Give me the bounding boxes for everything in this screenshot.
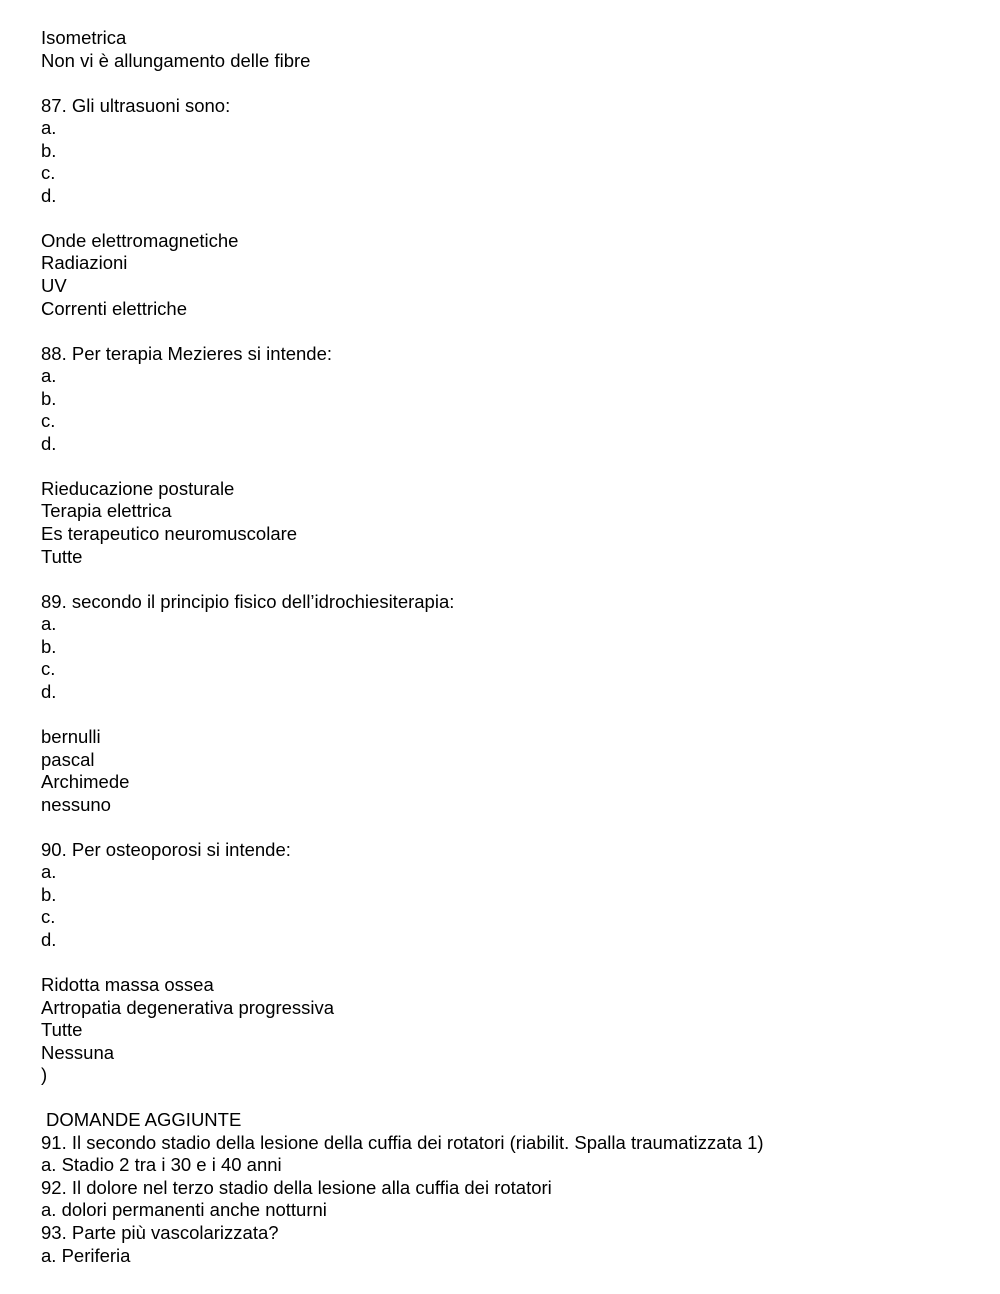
option-letter: c. <box>41 410 56 432</box>
answer-text: Ridotta massa ossea <box>41 973 214 995</box>
extra-line: 93. Parte più vascolarizzata? <box>41 1221 279 1243</box>
question-text: 90. Per osteoporosi si intende: <box>41 838 291 860</box>
extra-line: 91. Il secondo stadio della lesione della cuffia dei rotatori (riabilit. Spalla traumatizzata 1) <box>41 1131 764 1153</box>
document-page <box>41 27 971 1267</box>
option-letter: b. <box>41 635 57 657</box>
question-block <box>41 95 971 320</box>
intro-line: Isometrica <box>41 27 127 48</box>
option-letter: d. <box>41 680 57 702</box>
option-letter: a. <box>41 861 57 883</box>
answer-text: Onde elettromagnetiche <box>41 229 239 251</box>
option-letter: d. <box>41 928 57 950</box>
option-letter: b. <box>41 883 57 905</box>
option-letter: d. <box>41 432 57 454</box>
question-block <box>41 591 971 816</box>
question-block <box>41 839 971 1087</box>
extra-line: a. Stadio 2 tra i 30 e i 40 anni <box>41 1154 282 1176</box>
option-letter: b. <box>41 139 57 161</box>
intro-line: Non vi è allungamento delle fibre <box>41 49 311 71</box>
question-text: 89. secondo il principio fisico dell’idrochiesiterapia: <box>41 590 455 612</box>
question-block <box>41 343 971 568</box>
answer-text: Nessuna <box>41 1041 115 1063</box>
answer-text: Archimede <box>41 771 130 793</box>
option-letter: c. <box>41 906 56 928</box>
answer-text: Rieducazione posturale <box>41 477 235 499</box>
answer-text: Artropatia degenerativa progressiva <box>41 996 335 1018</box>
option-letter: b. <box>41 387 57 409</box>
option-letter: c. <box>41 658 56 680</box>
option-letter: c. <box>41 162 56 184</box>
question-text: 88. Per terapia Mezieres si intende: <box>41 342 333 364</box>
answer-text: Es terapeutico neuromuscolare <box>41 523 298 545</box>
option-letter: d. <box>41 184 57 206</box>
answer-text: nessuno <box>41 793 111 815</box>
answer-text: Radiazioni <box>41 252 128 274</box>
answer-text: UV <box>41 275 67 297</box>
extra-line: a. Periferia <box>41 1244 131 1266</box>
option-letter: a. <box>41 613 57 635</box>
trailing-parenthesis: ) <box>41 1064 48 1086</box>
answer-text: Correnti elettriche <box>41 297 188 319</box>
extra-line: a. dolori permanenti anche notturni <box>41 1199 327 1221</box>
question-text: 87. Gli ultrasuoni sono: <box>41 94 231 116</box>
option-letter: a. <box>41 365 57 387</box>
answer-text: Terapia elettrica <box>41 500 172 522</box>
answer-text: pascal <box>41 748 95 770</box>
answer-text: Tutte <box>41 1019 83 1041</box>
answer-text: Tutte <box>41 545 83 567</box>
answer-text: bernulli <box>41 725 101 747</box>
extra-line: 92. Il dolore nel terzo stadio della lesione alla cuffia dei rotatori <box>41 1176 552 1198</box>
option-letter: a. <box>41 117 57 139</box>
section-heading: DOMANDE AGGIUNTE <box>46 1109 242 1131</box>
extra-questions-section <box>41 1109 971 1267</box>
